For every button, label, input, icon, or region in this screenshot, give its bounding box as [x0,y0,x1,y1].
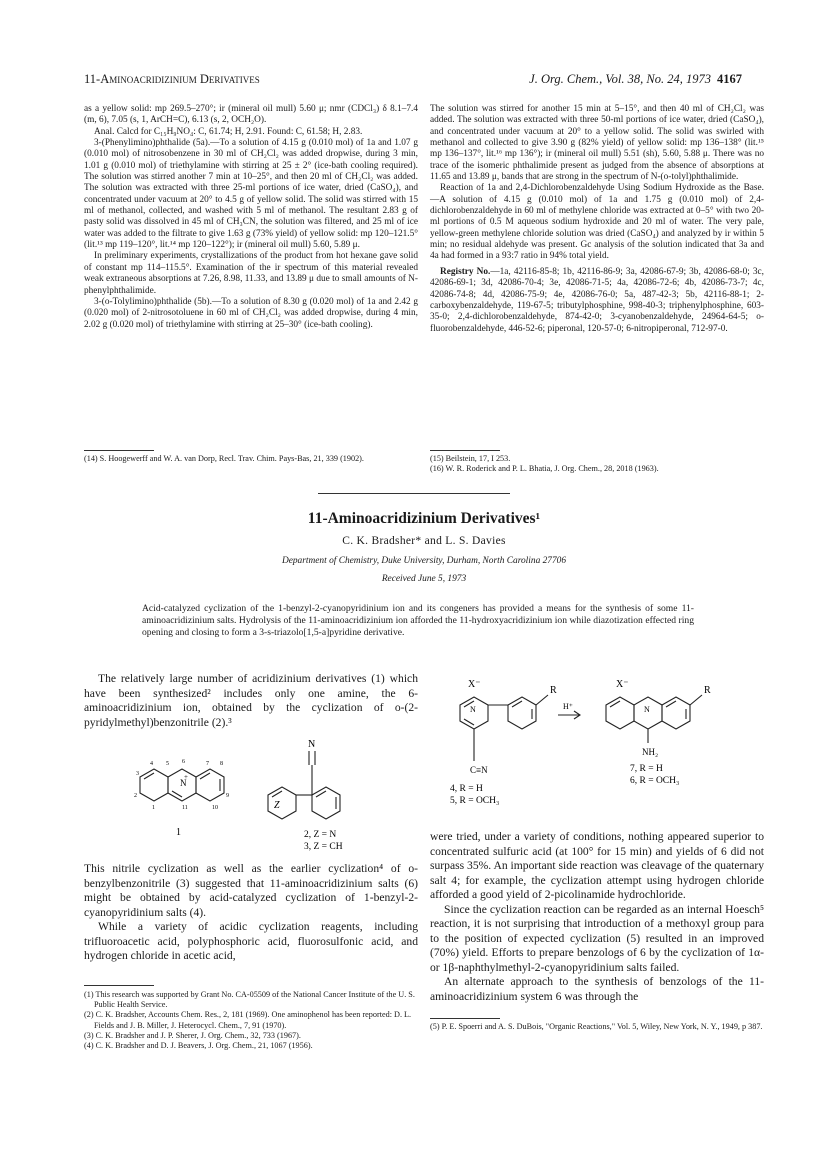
paragraph: Reaction of 1a and 2,4-Dichlorobenzaldehyde Using Sodium Hydroxide as the Base.—A solution of 4.15 g (0.010 mol) of 1a and 1.75 g (0.010 mol) of 2,4-dichlorobenzaldehyde in 60 ml of methylene chloride was extracted at 0–5° with two 20-ml portions of 0.5 M aqueous sodium hydroxide and 20 ml of water. The very pale, yellow-green methylene chloride solution was dried (CaSO₄) and analyzed by ir within 5 min; no residual aldehyde was present. Gc analysis of the solution indicated that 3a and 4a had formed in a 93:7 ratio in 94% total yield. [430,183,764,262]
footnote-divider [430,1018,500,1019]
footnote-divider [430,450,500,451]
body-left-column [84,862,418,964]
paragraph: 3-(o-Tolylimino)phthalide (5b).—To a solution of 8.30 g (0.020 mol) of 1a and 2.42 g (0.020 mol) of 2-nitrosotoluene in 60 ml of CH₂Cl₂ was added dropwise, during 4 min, 2.02 g (0.020 mol) of triethylamine with stirring at 25–30° (ice-bath cooling). [84,296,418,330]
paragraph: were tried, under a variety of conditions, nothing appeared superior to concentrated sulfuric acid (at 100° for 15 min) and yields of 6 did not surpass 35%. An important side reaction was cleavage of the quaternary salt 4; for example, the cyclization attempt using hydrogen chloride afforded a good yield of 2-picolinamide hydrochloride. [430,830,764,901]
top-left-column [84,104,418,331]
paragraph: While a variety of acidic cyclization reagents, including trifluoroacetic acid, polyphosphoric acid, fluorosulfonic acid, and hydrogen chloride in acetic acid, [84,920,418,962]
compound-6-label: 6, R = OCH₃ [630,776,680,786]
reaction-arrow-label: H⁺ [563,702,573,711]
footnote-divider [84,985,154,986]
body-right-column [430,830,764,1004]
footnote: (4) C. K. Bradsher and D. J. Beavers, J. Org. Chem., 21, 1067 (1956). [84,1041,313,1051]
substituent-r: R [550,685,557,696]
running-header-title: 11-Aminoacridizinium Derivatives [84,72,260,86]
ring-position-number: 4 [150,761,153,767]
ring-position-number: 1 [152,805,155,811]
affiliation: Department of Chemistry, Duke University, Durham, North Carolina 27706 [281,556,567,566]
ring-position-number: 10 [212,805,218,811]
paragraph: An alternate approach to the synthesis of benzologs of the 11-aminoacridizinium system 6 was through the [430,975,764,1003]
paragraph: The relatively large number of acridizinium derivatives (1) which have been synthesized² includes only one amine, the 6-aminoacridizinium ion, obtained by the cyclization of o-(2-pyridylmethyl)benzonitrile (2).³ [84,672,418,729]
registry-label: Registry No. [440,266,491,277]
atom-z: Z [274,800,280,811]
compound-2-label: 2, Z = N [304,830,337,840]
ring-position-number: 6 [182,759,185,765]
intro-paragraph [84,672,418,730]
paragraph: 3-(Phenylimino)phthalide (5a).—To a solution of 4.15 g (0.010 mol) of 1a and 1.07 g (0.010 mol) of nitrosobenzene in 30 ml of CH₂Cl₂ was added dropwise, during 3 min, 1.01 g (0.010 mol) of triethylamine with stirring at 25 ± 2° (ice-bath cooling required). The solution was stirred another 7 min at 10–25°, and then 20 ml of CH₂Cl₂ was added. The solution was extracted with three 25-ml portions of ice water, dried (CaSO₄), and concentrated under vacuum at 20° to 4.5 g of yellow solid. The solid was stirred with 15 ml of methanol, collected, and washed with 5 ml of methanol. The resultant 2.83 g of pasty solid was dissolved in 45 ml of CH₃CN, the solution was filtered, and 25 ml of ice water was added to the filtrate to give 1.63 g (73% yield) of yellow solid: mp 120–121.5° (lit.¹³ mp 119–120°, lit.¹⁴ mp 120–122°); ir (mineral oil mull) 5.60, 5.89 μ. [84,138,418,251]
atom-n: N [180,778,187,788]
reaction-scheme [430,665,764,825]
footnotes-top-left [84,454,418,464]
compound-3-label: 3, Z = CH [304,842,343,852]
ring-a [140,769,168,801]
ring-position-number: 11 [182,805,188,811]
abstract: Acid-catalyzed cyclization of the 1-benzyl-2-cyanopyridinium ion and its congeners has provided a means for the synthesis of some 11-aminoacridizinium salts. Hydrolysis of the 11-aminoacridizinium ion afforded the 11-hydroxyacridizinium ion while diazotization effected ring opening and closing to form a 3-s-triazolo[1,5-a]pyridine derivative. [142,603,694,638]
top-right-column [430,104,764,335]
footnote: (1) This research was supported by Grant No. CA-05509 of the National Cancer Institute of the U. S. Public Health Service. [84,990,415,1010]
structures-1-2-3 [120,735,420,855]
footnotes-bottom-left [84,990,418,1051]
paragraph: This nitrile cyclization as well as the earlier cyclization⁴ of o-benzylbenzonitrile (3) suggested that 11-aminoacridizinium salts (6) might be obtained by acid-catalyzed cyclization of 1-benzyl-2-cyanopyridinium salts (4). [84,862,418,919]
registry-text: —1a, 42116-85-8; 1b, 42116-86-9; 3a, 42086-67-9; 3b, 42086-68-0; 3c, 42086-69-1; 3d, 42086-70-4; 3e, 42086-71-5; 4a, 42086-72-6; 4b, 42086-73-7; 4c, 42086-74-8; 4d, 42086-75-9; 4e, 42086-76-0; 5a, 487-42-3; 5b, 42116-88-1; 2-carboxybenzaldehyde, 119-67-5; tributylphosphine, 998-40-3; triphenylphosphine, 603-35-0; 2,4-dichlorobenzaldehyde, 874-42-0; 3-cyanobenzaldehyde, 24964-64-5; o-fluorobenzaldehyde, 446-52-6; piperonal, 120-57-0; 6-nitropiperonal, 712-97-0. [430,266,765,334]
ring-position-number: 8 [220,761,223,767]
ring-position-number: 3 [136,771,139,777]
footnote: (5) P. E. Spoerri and A. S. DuBois, "Organic Reactions," Vol. 5, Wiley, New York, N. Y., 1949, p 387. [430,1022,763,1031]
received-date: Received June 5, 1973 [381,574,467,584]
compound-4-label: 4, R = H [450,784,483,794]
counterion: X⁻ [616,679,629,690]
compound-1-label: 1 [176,827,181,838]
paragraph: as a yellow solid: mp 269.5–270°; ir (mineral oil mull) 5.60 μ; nmr (CDCl₃) δ 8.1–7.4 (m, 6), 7.05 (s, 1, ArCH=C), 6.13 (s, 2, OCH₂O). [84,104,418,126]
running-header-journal [529,72,742,87]
paragraph: The solution was stirred for another 15 min at 5–15°, and then 40 ml of CH₂Cl₂ was added. The solution was extracted with three 50-ml portions of ice water, dried (CaSO₄), and concentrated under vacuum at 20° to a yellow solid. The solid was swirled with methanol and collected to give 3.90 g (82% yield) of yellow solid: mp 136–138° (lit.¹⁵ mp 136–137°, lit.¹⁶ mp 136°); ir (mineral oil mull) 5.51 (sh), 5.60, 5.88 μ. There was no trace of the isomeric phthalimide present as judged from the absence of absorptions at 11.65 and 13.89 μ, bands that are strong in the spectrum of N-(o-tolyl)phthalimide. [430,104,764,183]
footnote: (15) Beilstein, 17, I 253. [430,454,511,463]
journal-citation: J. Org. Chem., Vol. 38, No. 24, 1973 [529,72,711,86]
page-number: 4167 [717,72,742,86]
registry-numbers [430,267,764,335]
ring-position-number: 7 [206,761,209,767]
compound-5-label: 5, R = OCH₃ [450,796,500,806]
substituent-r: R [704,685,711,696]
article-authors: C. K. Bradsher* and L. S. Davies [342,535,506,547]
atom-n: N [644,705,650,714]
compound-7-label: 7, R = H [630,764,663,774]
ring-pyridine [268,787,296,819]
paragraph: Anal. Calcd for C₁₅H₉NO₄: C, 61.74; H, 2.91. Found: C, 61.58; H, 2.83. [94,126,363,137]
ring-position-number: 2 [134,793,137,799]
ring-position-number: 9 [226,793,229,799]
footnote: (16) W. R. Roderick and P. L. Bhatia, J. Org. Chem., 28, 2018 (1963). [430,464,659,474]
charge-plus: + [184,773,188,781]
paragraph: In preliminary experiments, crystallizations of the product from hot hexane gave solid of constant mp 114–115.5°. Examination of the ir spectrum of this material revealed weak extraneous absorptions at 7.26, 8.98, 11.33, and 13.89 μ due to small amounts of N-phenylphthalimide. [84,251,418,296]
footnotes-top-right [430,454,764,474]
amino-group: NH₂ [642,747,659,757]
ring-a [606,697,634,729]
footnote: (14) S. Hoogewerff and W. A. van Dorp, Recl. Trav. Chim. Pays-Bas, 21, 339 (1902). [84,454,364,463]
atom-nitrile-n: N [308,739,316,750]
article-title: 11-Aminoacridizinium Derivatives¹ [307,510,541,527]
footnote-divider [84,450,154,451]
footnote: (3) C. K. Bradsher and J. P. Sherer, J. Org. Chem., 32, 733 (1967). [84,1030,301,1040]
footnote: (2) C. K. Bradsher, Accounts Chem. Res., 2, 181 (1969). One aminophenol has been reported: D. L. Fields and J. B. Miller, J. Heterocycl. Chem., 7, 91 (1970). [84,1010,412,1030]
atom-n: N [470,705,476,714]
article-separator [318,493,510,494]
ring-position-number: 5 [166,761,169,767]
counterion: X⁻ [468,679,481,690]
footnotes-bottom-right [430,1022,764,1032]
nitrile-group: C≡N [470,765,488,775]
paragraph: Since the cyclization reaction can be regarded as an internal Hoesch⁵ reaction, it is not surprising that introduction of a methoxyl group para to the position of expected cyclization (5) resulted in an improved (70%) yield. Efforts to prepare benzologs of 6 by the cyclization of 1α- or 1β-naphthylmethyl-2-cyanopyridinium salts failed. [430,902,764,974]
